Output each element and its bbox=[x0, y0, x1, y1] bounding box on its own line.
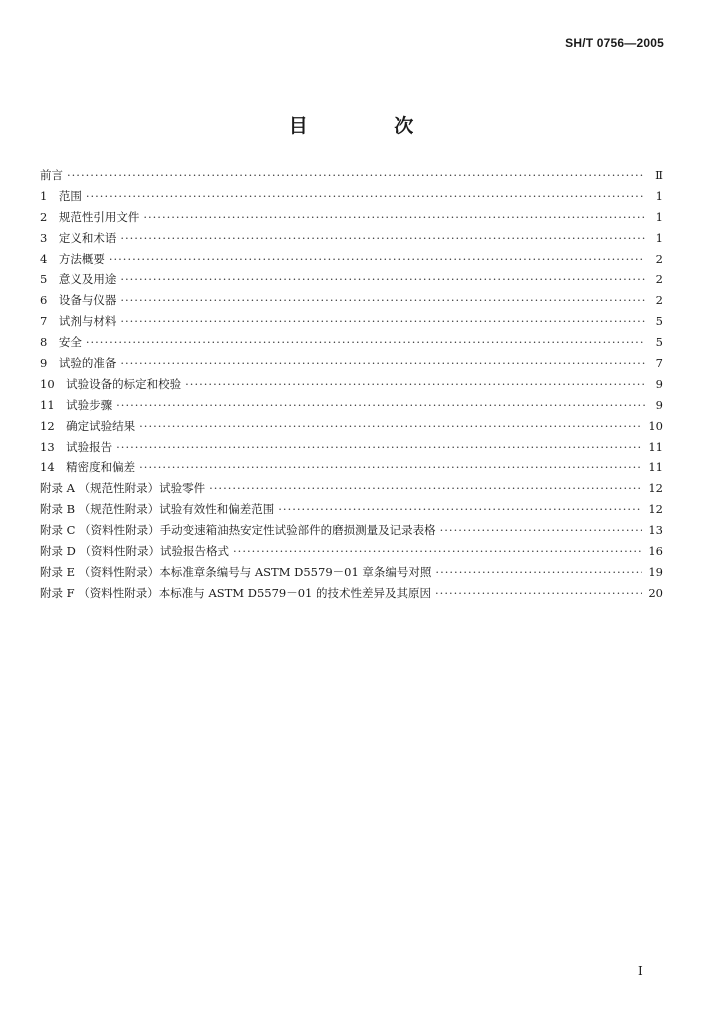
toc-dot-leader bbox=[185, 374, 645, 395]
toc-entry-label: 12 确定试验结果 bbox=[40, 418, 136, 433]
toc-entry-label: 8 安全 bbox=[40, 335, 82, 350]
toc-entry-page: 11 bbox=[648, 439, 663, 454]
toc-dot-leader bbox=[86, 332, 645, 353]
toc-entry-label: 3 定义和术语 bbox=[40, 230, 117, 245]
toc-entry-page: 5 bbox=[655, 335, 663, 350]
toc-entry[interactable] bbox=[40, 353, 663, 374]
toc-entry-page: 1 bbox=[655, 209, 663, 224]
toc-entry-label: 14 精密度和偏差 bbox=[40, 460, 136, 475]
toc-entry-label: 2 规范性引用文件 bbox=[40, 209, 140, 224]
toc-dot-leader bbox=[435, 583, 642, 604]
toc-entry-label: 附录 D （资料性附录）试验报告格式 bbox=[40, 544, 230, 559]
toc-entry-page: 1 bbox=[655, 188, 663, 203]
toc-dot-leader bbox=[116, 395, 645, 416]
toc-entry-label: 7 试剂与材料 bbox=[40, 314, 117, 329]
toc-entry-page: 1 bbox=[655, 230, 663, 245]
toc-entry-page: 2 bbox=[655, 293, 663, 308]
toc-entry-label: 附录 F （资料性附录）本标准与 ASTM D5579－01 的技术性差异及其原因 bbox=[40, 585, 432, 600]
toc-entry[interactable] bbox=[40, 416, 663, 437]
toc-entry-label: 1 范围 bbox=[40, 188, 82, 203]
toc-entry[interactable] bbox=[40, 165, 663, 186]
toc-entry-label: 附录 E （资料性附录）本标准章条编号与 ASTM D5579－01 章条编号对照 bbox=[40, 564, 432, 579]
toc-entry[interactable] bbox=[40, 332, 663, 353]
toc-entry-page: 10 bbox=[648, 418, 663, 433]
toc-dot-leader bbox=[143, 207, 645, 228]
toc-dot-leader bbox=[120, 269, 645, 290]
toc-entry-label: 13 试验报告 bbox=[40, 439, 113, 454]
toc-entry-label: 11 试验步骤 bbox=[40, 397, 113, 412]
standard-code: SH/T 0756—2005 bbox=[565, 36, 664, 50]
toc-dot-leader bbox=[116, 437, 642, 458]
toc-entry[interactable] bbox=[40, 541, 663, 562]
toc-entry[interactable] bbox=[40, 207, 663, 228]
toc-entry-label: 4 方法概要 bbox=[40, 251, 105, 266]
toc-entry-label: 6 设备与仪器 bbox=[40, 293, 117, 308]
toc-entry-label: 附录 B （规范性附录）试验有效性和偏差范围 bbox=[40, 502, 275, 517]
toc-dot-leader bbox=[120, 311, 645, 332]
toc-entry[interactable] bbox=[40, 290, 663, 311]
toc-entry-page: 2 bbox=[655, 251, 663, 266]
toc-dot-leader bbox=[440, 520, 643, 541]
toc-entry-label: 前言 bbox=[40, 168, 63, 182]
toc-entry[interactable] bbox=[40, 562, 663, 583]
toc-entry[interactable] bbox=[40, 269, 663, 290]
toc-entry-page: 16 bbox=[648, 544, 663, 559]
toc-entry-label: 5 意义及用途 bbox=[40, 272, 117, 287]
toc-dot-leader bbox=[120, 353, 645, 374]
toc-entry-page: 19 bbox=[648, 564, 663, 579]
toc-dot-leader bbox=[209, 478, 642, 499]
toc-entry[interactable] bbox=[40, 374, 663, 395]
toc-entry[interactable] bbox=[40, 311, 663, 332]
toc-entry-page: 20 bbox=[648, 585, 663, 600]
toc-dot-leader bbox=[120, 290, 645, 311]
toc-dot-leader bbox=[233, 541, 642, 562]
toc-dot-leader bbox=[67, 165, 645, 186]
toc-dot-leader bbox=[109, 249, 645, 270]
toc-entry[interactable] bbox=[40, 457, 663, 478]
toc-entry-page: 11 bbox=[648, 460, 663, 475]
toc-entry[interactable] bbox=[40, 583, 663, 604]
toc-entry[interactable] bbox=[40, 478, 663, 499]
toc-dot-leader bbox=[139, 457, 642, 478]
toc-entry[interactable] bbox=[40, 395, 663, 416]
toc-entry-page: 12 bbox=[648, 502, 663, 517]
page-number: I bbox=[638, 964, 643, 978]
toc-entry-page: 12 bbox=[648, 481, 663, 496]
toc-entry[interactable] bbox=[40, 499, 663, 520]
toc-entry[interactable] bbox=[40, 186, 663, 207]
toc-entry[interactable] bbox=[40, 520, 663, 541]
toc-dot-leader bbox=[86, 186, 645, 207]
toc-entry-page: 9 bbox=[655, 397, 663, 412]
toc-entry[interactable] bbox=[40, 228, 663, 249]
toc-entry-page: 2 bbox=[655, 272, 663, 287]
toc-dot-leader bbox=[139, 416, 642, 437]
toc-entry-page: 7 bbox=[655, 356, 663, 371]
toc-entry-page: 9 bbox=[655, 376, 663, 391]
toc-entry-label: 9 试验的准备 bbox=[40, 356, 117, 371]
toc-entry-page: 5 bbox=[655, 314, 663, 329]
table-of-contents bbox=[40, 165, 663, 604]
page-title: 目 次 bbox=[288, 115, 454, 137]
toc-entry-page: Ⅱ bbox=[655, 168, 663, 182]
toc-entry-label: 10 试验设备的标定和校验 bbox=[40, 376, 182, 391]
toc-entry-label: 附录 C （资料性附录）手动变速箱油热安定性试验部件的磨损测量及记录表格 bbox=[40, 523, 436, 538]
toc-entry[interactable] bbox=[40, 249, 663, 270]
toc-dot-leader bbox=[278, 499, 642, 520]
toc-dot-leader bbox=[120, 228, 645, 249]
toc-dot-leader bbox=[435, 562, 642, 583]
toc-entry-page: 13 bbox=[648, 523, 663, 538]
toc-entry-label: 附录 A （规范性附录）试验零件 bbox=[40, 481, 206, 496]
toc-entry[interactable] bbox=[40, 437, 663, 458]
